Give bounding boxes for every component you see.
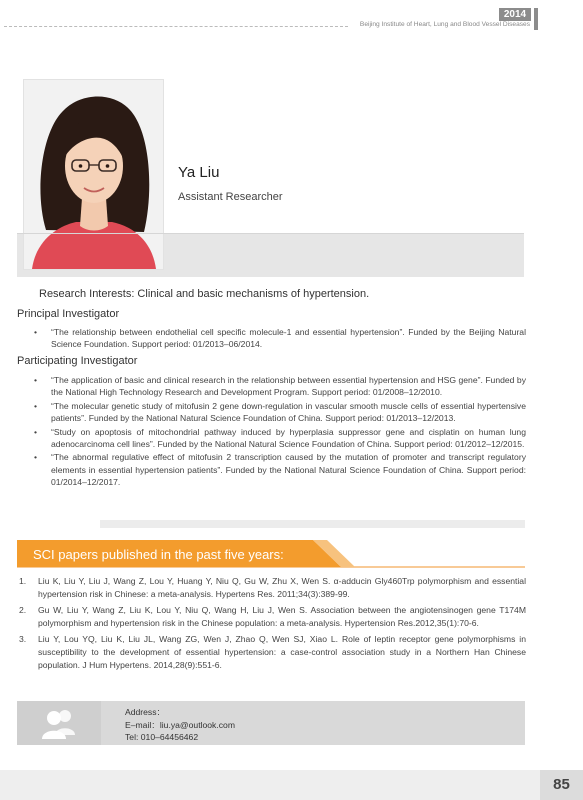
list-item: 1. Liu K, Liu Y, Liu J, Wang Z, Lou Y, Huang Y, Niu Q, Gu W, Zhu X, Wen S. α-adducin Gly460Trp polymorphism and essential hypertension risk in Chinese: a meta-analysis. Hypertens Res. 2011;34(3):389-99. [19,576,526,599]
contact-email[interactable]: E–mail：liu.ya@outlook.com [125,720,235,730]
research-interests: Research Interests: Clinical and basic mechanisms of hypertension. [39,288,370,300]
section-divider [100,520,525,528]
list-item: • “Study on apoptosis of mitochondrial pathway induced by hyperplasia suppressor gene and cisplatin on human lung adenocarcinoma cell lines”. Funded by the National Natural Science Foundation of China. Support period: 01/2012–12/2015. [34,426,526,450]
principal-investigator-heading: Principal Investigator [17,308,120,320]
list-item: • “The molecular genetic study of mitofusin 2 gene down-regulation in vascular smooth muscle cells of essential hypertensive patients”. Funded by the National Natural Science Foundation of China. Support period: 01/2013–12/2013. [34,400,526,424]
list-item: • “The relationship between endothelial cell specific molecule-1 and essential hypertension”. Funded by the Beijing Natural Science Foundation. Support period: 01/2013–06/2014. [34,327,526,350]
footer-strip [0,770,583,800]
header-divider [4,26,348,27]
list-item: 2. Gu W, Liu Y, Wang Z, Liu K, Lou Y, Niu Q, Wang H, Liu J, Wen S. Association between the angiotensinogen gene T174M polymorphism and hypertension risk in the Chinese population: a meta-analysis. Hypertension Res.2012,35(1):70-6. [19,605,526,628]
bullet-icon: • [34,375,38,385]
bullet-icon: • [34,327,38,337]
bullet-icon: • [34,426,38,437]
year-badge: 2014 [499,8,531,21]
profile-card [17,71,524,277]
participating-investigator-list [34,374,526,490]
contact-tel: Tel: 010–64456462 [125,732,199,742]
portrait-illustration [24,80,163,269]
header-accent-bar [534,8,538,30]
list-item: • “The abnormal regulative effect of mitofusin 2 transcription caused by the mutation of promoter and transcript regulatory elements in essential hypertension patients”. Funded by the National Natural Science Foundation of China. Support period: 01/2014–12/2017. [34,452,526,488]
sci-paper-list [18,575,526,675]
person-title: Assistant Researcher [178,191,283,203]
portrait-photo [23,79,164,270]
list-item: 3. Liu Y, Lou YQ, Liu K, Liu JL, Wang ZG, Wen J, Zhao Q, Wen SJ, Xiao L. Role of leptin receptor gene polymorphisms in susceptibility to the development of essential hypertension: a case-control association study in a Northern Han Chinese population. J Hum Hypertens. 2014,28(9):551-6. [19,634,526,670]
participating-investigator-heading: Participating Investigator [17,355,138,367]
list-item: • “The application of basic and clinical research in the relationship between essential hypertension and HSG gene”. Funded by the National High Technology Research and Development Program. Support period: 01/2008–12/2010. [34,375,526,398]
sci-papers-heading: SCI papers published in the past five years: [33,547,284,562]
contact-icon-panel [17,701,101,745]
contact-box [17,701,525,745]
bullet-icon: • [34,452,38,463]
institute-name: Beijing Institute of Heart, Lung and Blood Vessel Diseases [359,21,530,28]
page-number: 85 [540,770,583,800]
principal-investigator-list [34,326,526,352]
contact-address: Address： [125,707,166,717]
people-icon [17,701,101,745]
bullet-icon: • [34,400,38,411]
person-name: Ya Liu [178,164,220,181]
